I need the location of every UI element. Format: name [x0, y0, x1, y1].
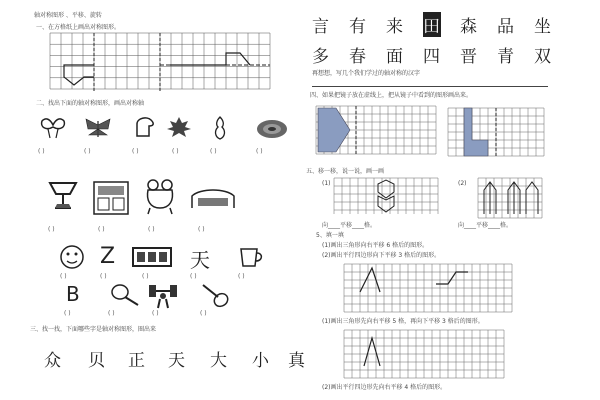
racket-icon — [110, 283, 140, 307]
answer-blank: ( ) — [60, 273, 67, 280]
building-icon — [190, 186, 236, 210]
top-char: 品 — [497, 17, 515, 37]
move-blank-1: 向____平移____格。 — [322, 222, 377, 229]
top-char: 田 — [423, 12, 441, 37]
top-char: 晋 — [460, 47, 478, 67]
top-char: 坐 — [534, 17, 552, 37]
q3-char: 众 — [44, 351, 62, 371]
flower-icon — [256, 117, 288, 139]
translation-grid-2 — [478, 178, 542, 218]
digital-clock-icon — [132, 247, 172, 267]
top-char: 青 — [497, 47, 515, 67]
letter-b: B — [66, 282, 81, 306]
butterfly-icon — [84, 117, 112, 139]
top-char: 来 — [386, 17, 404, 37]
answer-blank: ( ) — [48, 226, 55, 233]
question-4-title: 四、如果把镜子放在虚线上，把从镜子中看到的图形画出来。 — [310, 92, 473, 99]
answer-blank: ( ) — [100, 273, 107, 280]
top-chars-row-2 — [312, 42, 552, 67]
character-tian: 天 — [190, 248, 211, 272]
question-1-title: 一、在方格纸上画出对称图形。 — [36, 24, 121, 31]
fill-instruction-4: (2)画出平行四边形先向右平移 4 格后的图形。 — [322, 384, 447, 391]
mirror-grid-left — [316, 106, 436, 154]
answer-blank: ( ) — [190, 273, 197, 280]
top-char: 有 — [349, 17, 367, 37]
goblet-icon — [46, 180, 80, 212]
maple-leaf-icon — [166, 115, 192, 139]
barbell-icon — [148, 281, 178, 309]
fill-instruction-2: (2)画出平行四边形向下平移 3 格后的图形。 — [322, 252, 441, 259]
cabinet-icon — [92, 180, 130, 216]
pot-icon — [133, 116, 157, 138]
translation-grid-4 — [344, 330, 504, 378]
sub-label-2: (2) — [458, 180, 467, 187]
answer-blank: ( ) — [108, 310, 115, 317]
q3-char: 贝 — [88, 351, 106, 371]
mug-icon — [238, 246, 264, 268]
top-char: 双 — [534, 47, 552, 67]
symmetry-grid — [50, 33, 272, 91]
clock-face-icon — [58, 244, 86, 270]
answer-blank: ( ) — [64, 310, 71, 317]
translation-grid-1 — [334, 178, 438, 216]
answer-blank: ( ) — [210, 148, 217, 155]
top-char: 多 — [312, 47, 330, 67]
fill-section-title: 5、填一填 — [316, 232, 344, 239]
answer-blank: ( ) — [98, 226, 105, 233]
answer-blank: ( ) — [198, 226, 205, 233]
top-char: 森 — [460, 17, 478, 37]
answer-blank: ( ) — [238, 273, 245, 280]
answer-blank: ( ) — [142, 273, 149, 280]
answer-line — [312, 86, 548, 87]
guitar-icon — [200, 282, 230, 308]
answer-blank: ( ) — [132, 148, 139, 155]
top-char: 四 — [423, 47, 441, 67]
bow-tie-icon — [40, 117, 66, 139]
top-char: 言 — [312, 17, 330, 37]
page-header: 轴对称图形 、平移、旋转 — [34, 12, 102, 19]
question-2-title: 二、找出下面的轴对称图形，画出对称轴 — [36, 100, 145, 107]
answer-blank: ( ) — [84, 148, 91, 155]
q3-char: 大 — [210, 351, 228, 371]
top-char: 面 — [386, 47, 404, 67]
q3-char: 正 — [128, 351, 146, 371]
question-3-title: 三、找一找，下面哪些字是轴对称图形，圈出来 — [30, 326, 157, 333]
q3-char: 小 — [252, 351, 270, 371]
answer-blank: ( ) — [200, 310, 207, 317]
q3-char: 天 — [168, 351, 186, 371]
answer-blank: ( ) — [152, 310, 159, 317]
top-chars-row-1 — [312, 12, 552, 37]
answer-blank: ( ) — [256, 148, 263, 155]
answer-blank: ( ) — [38, 148, 45, 155]
answer-blank: ( ) — [172, 148, 179, 155]
mirror-grid-right — [448, 108, 548, 156]
instruction-text: 再想想，写几个我们学过的轴对称的汉字 — [312, 70, 421, 77]
vase-icon — [212, 115, 228, 141]
q3-char: 真 — [288, 351, 306, 371]
fill-instruction-3: (1)画出三角形先向右平移 5 格，再向下平移 3 格后的图形。 — [322, 318, 484, 325]
top-char: 春 — [349, 47, 367, 67]
sub-label-1: (1) — [322, 180, 331, 187]
fill-instruction-1: (1)画出三角形向右平移 6 格后的图形。 — [322, 242, 429, 249]
translation-grid-3 — [344, 264, 512, 312]
frog-icon — [144, 178, 176, 216]
move-blank-2: 向____平移____格。 — [458, 222, 513, 229]
answer-blank: ( ) — [148, 226, 155, 233]
letter-z: Z — [100, 244, 117, 269]
question-5-title: 五、移一移，说一说，画一画 — [306, 168, 385, 175]
